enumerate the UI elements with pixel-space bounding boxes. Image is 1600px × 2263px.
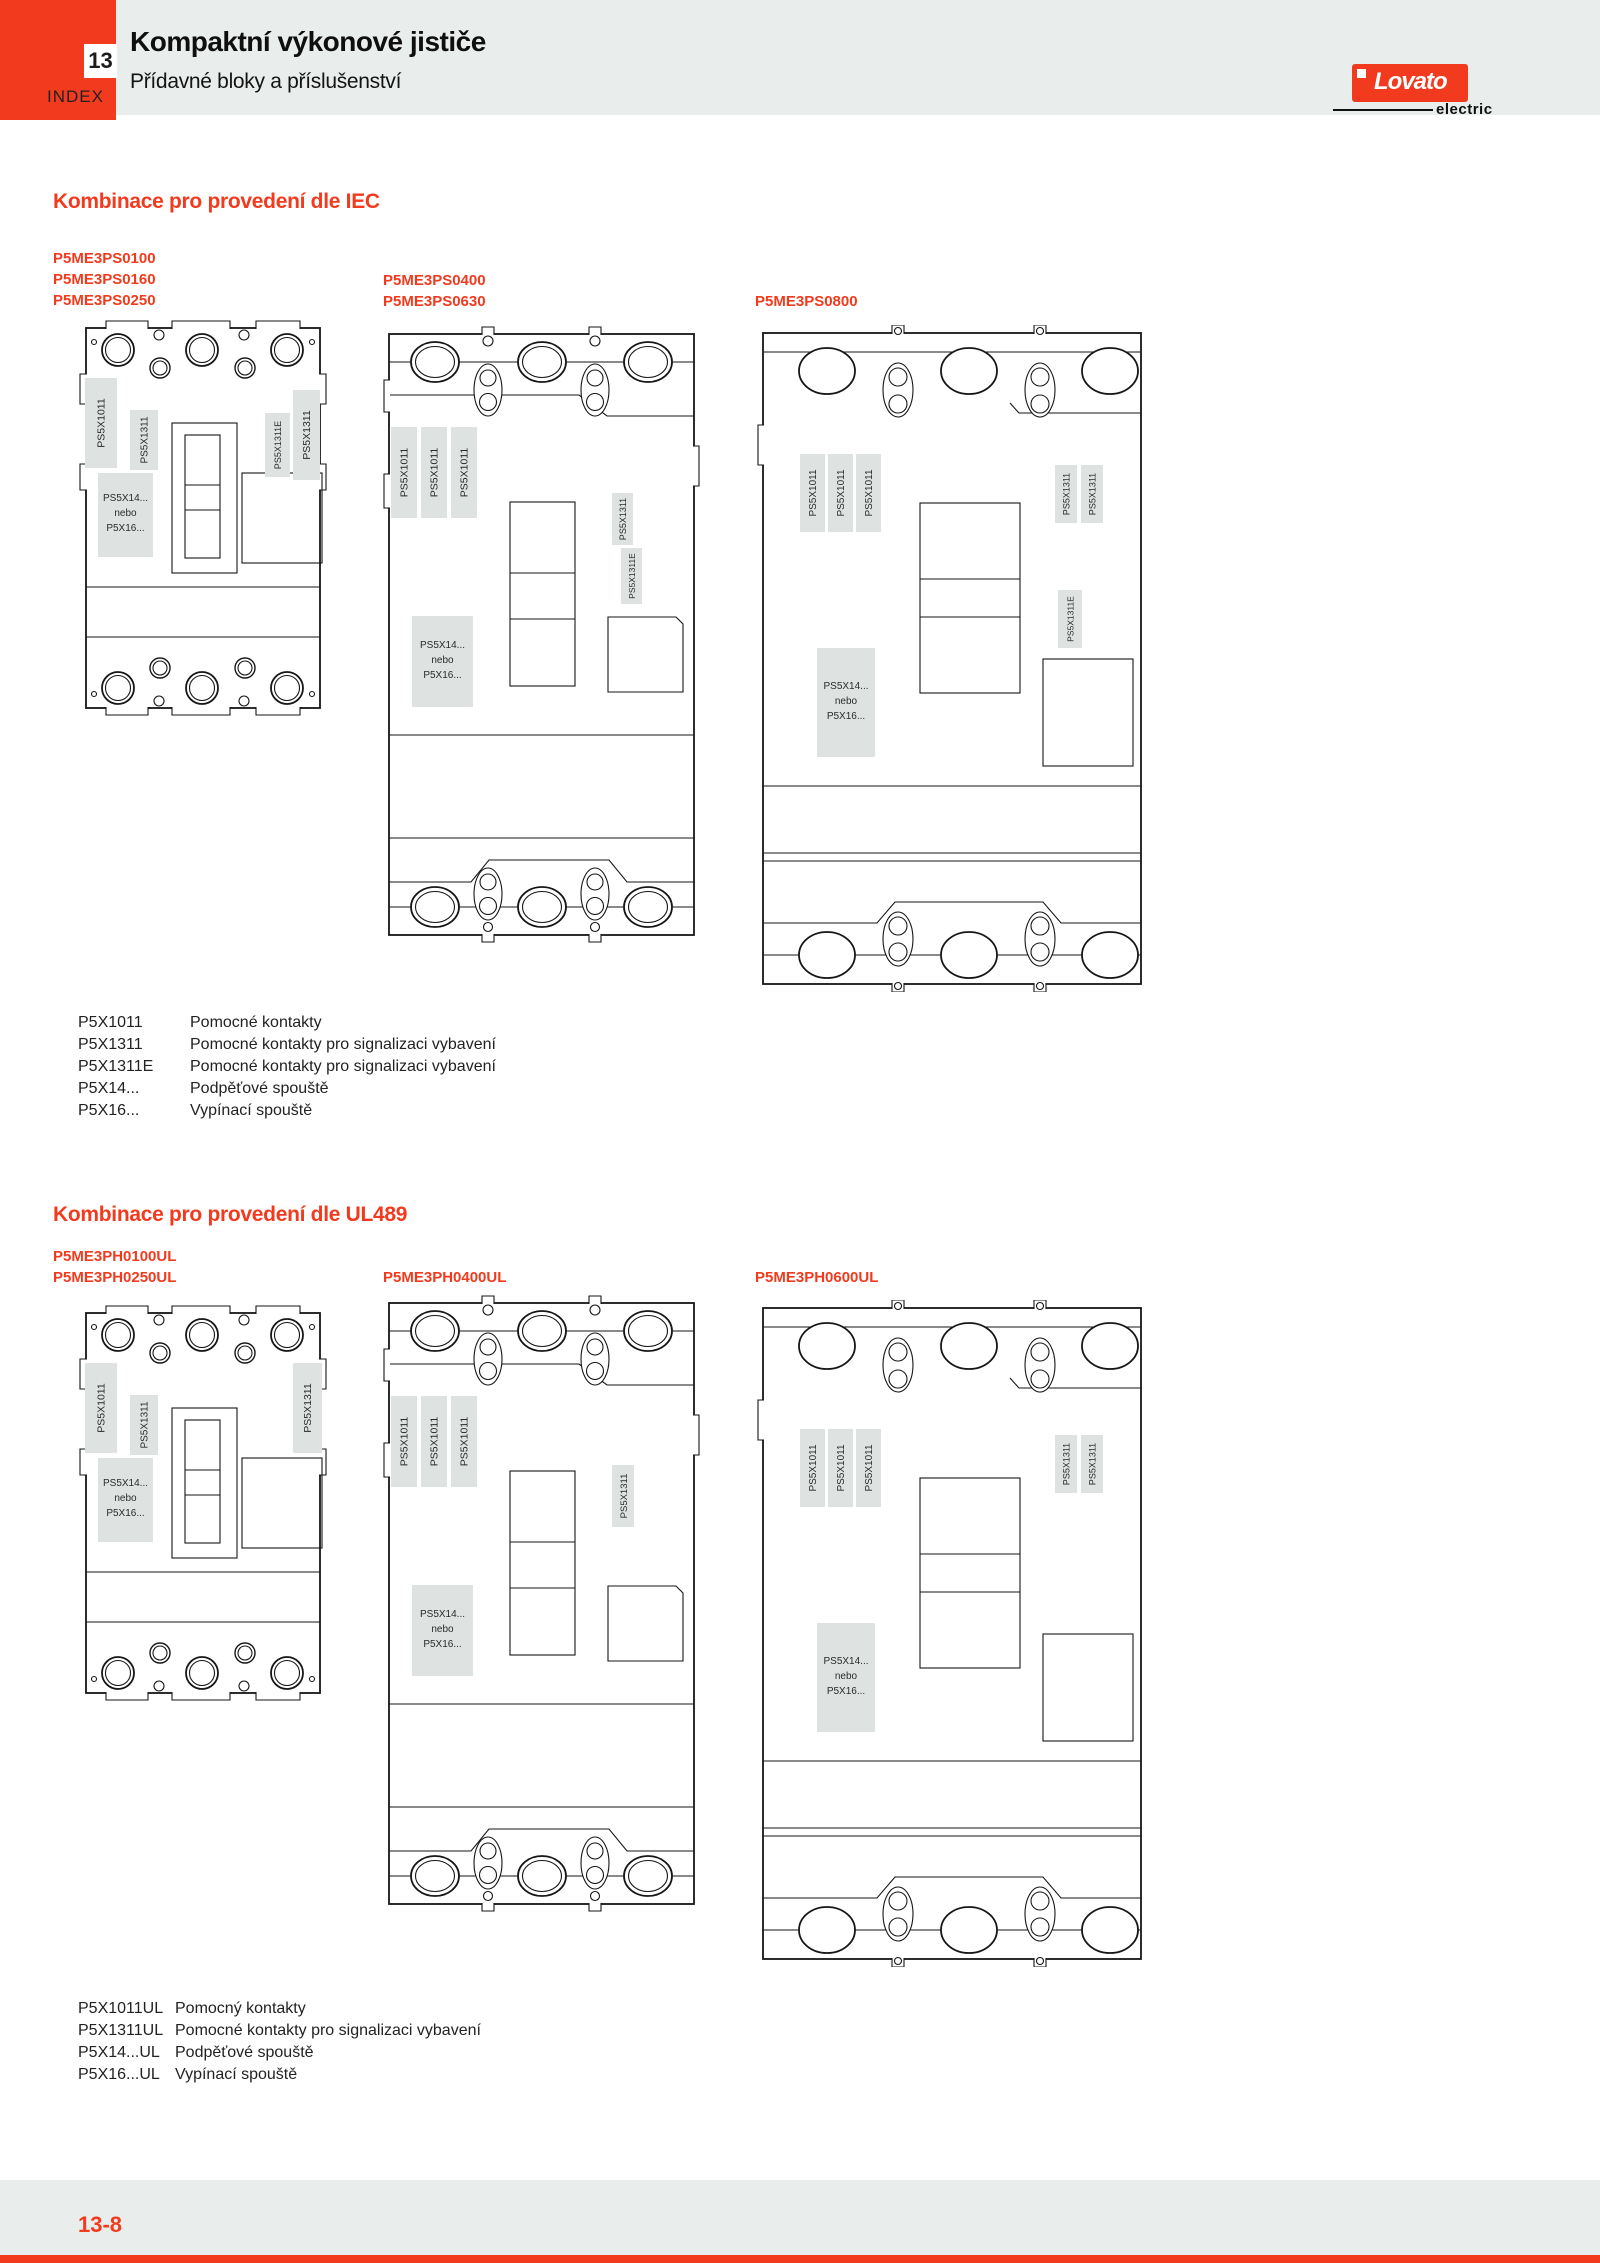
legend-desc: Podpěťové spouště [175, 2044, 314, 2061]
page-number: 13-8 [78, 2212, 123, 2237]
block-labels [800, 1429, 1103, 1732]
block-label-trip: P5X16... [423, 1639, 462, 1650]
bottom-accent-bar [0, 2255, 1600, 2263]
page-title: Kompaktní výkonové jističe [130, 26, 486, 57]
legend-code: P5X1011UL [78, 2000, 164, 2017]
legend-desc: Vypínací spouště [190, 1102, 313, 1119]
model-line: P5ME3PH0100UL [53, 1248, 177, 1265]
block-label-aux: PS5X1011 [836, 469, 847, 517]
legend-row [78, 1034, 496, 1056]
breaker-diagram-ul-large [757, 1300, 1147, 1967]
model-line: P5ME3PH0600UL [755, 1269, 879, 1286]
block-labels [85, 1363, 322, 1542]
block-label-aux: PS5X1011 [458, 447, 471, 498]
block-label-aux: PS5X1011 [428, 447, 441, 498]
block-label-aux: PS5X1011 [836, 1444, 847, 1492]
block-label-aux: PS5X1011 [808, 469, 819, 517]
lovato-logo-mark [1357, 69, 1366, 78]
block-label-trip: PS5X14... [823, 1656, 869, 1667]
block-label-sig: PS5X1311 [1061, 472, 1072, 516]
legend-row [78, 1056, 496, 1078]
block-label-trip: PS5X14... [102, 493, 149, 504]
logo-sub: electric [1436, 101, 1493, 118]
legend-desc: Pomocné kontakty pro signalizaci vybavení [190, 1036, 496, 1053]
breaker-diagram-ul-small [78, 1303, 328, 1703]
block-label-sig: PS5X1311 [139, 416, 151, 464]
model-list-iec-2 [383, 270, 486, 312]
block-label-trip: nebo [114, 1493, 137, 1504]
legend-row [78, 1012, 496, 1034]
block-label-aux: PS5X1011 [458, 1416, 471, 1467]
block-label-sig-e: PS5X1311E [1065, 596, 1076, 642]
breaker-diagram-ul-medium [383, 1295, 700, 1912]
legend-desc: Pomocné kontakty [190, 1014, 322, 1031]
block-label-aux: PS5X1011 [95, 1383, 108, 1433]
legend-code: P5X1011 [78, 1014, 143, 1031]
block-label-aux: PS5X1011 [428, 1416, 441, 1467]
chapter-number-box [84, 44, 117, 78]
page-subtitle: Přídavné bloky a příslušenství [130, 70, 402, 93]
legend-code: P5X1311 [78, 1036, 143, 1053]
block-label-trip: nebo [114, 508, 137, 519]
model-line: P5ME3PS0160 [53, 271, 156, 288]
model-list-ul-3 [755, 1267, 878, 1288]
block-label-sig2: PS5X1311 [301, 410, 313, 460]
legend-row [78, 2020, 481, 2042]
legend-iec [78, 1012, 496, 1122]
block-label-trip: PS5X14... [823, 681, 869, 692]
block-labels [391, 427, 642, 707]
breaker-diagram-iec-small [78, 318, 328, 718]
legend-desc: Pomocný kontakty [175, 2000, 306, 2017]
legend-desc: Pomocné kontakty pro signalizaci vybavení [190, 1058, 496, 1075]
model-line: P5ME3PS0400 [383, 272, 486, 289]
block-label-trip: P5X16... [106, 1508, 145, 1519]
legend-row [78, 1998, 481, 2020]
model-line: P5ME3PS0630 [383, 293, 486, 310]
legend-row [78, 2042, 481, 2064]
lovato-logo [1352, 64, 1468, 102]
block-label-aux: PS5X1011 [864, 1444, 875, 1492]
legend-row [78, 2064, 481, 2086]
section-heading-ul489: Kombinace pro provedení dle UL489 [53, 1203, 408, 1226]
model-list-iec-1 [53, 248, 156, 311]
block-label-sig: PS5X1311 [619, 1473, 630, 1519]
breaker-diagram-iec-large [757, 325, 1147, 992]
chapter-number: 13 [88, 48, 113, 73]
legend-row [78, 1100, 496, 1122]
block-label-trip: nebo [431, 655, 454, 666]
block-label-trip: nebo [834, 696, 858, 707]
block-label-trip: PS5X14... [102, 1478, 149, 1489]
model-list-ul-2 [383, 1267, 506, 1288]
legend-code: P5X14... [78, 1080, 140, 1097]
legend-desc: Podpěťové spouště [190, 1080, 329, 1097]
block-label-trip: P5X16... [826, 711, 866, 722]
block-labels [800, 454, 1103, 757]
model-list-iec-3 [755, 291, 858, 312]
block-label-sig: PS5X1311 [1087, 472, 1098, 516]
block-labels [391, 1396, 634, 1676]
model-line: P5ME3PS0100 [53, 250, 156, 267]
block-label-aux: PS5X1011 [398, 1416, 411, 1467]
block-label-aux: PS5X1011 [808, 1444, 819, 1492]
block-label-aux: PS5X1011 [95, 398, 108, 448]
logo-brand: Lovato [1374, 68, 1447, 95]
block-label-sig: PS5X1311 [1087, 1442, 1098, 1486]
model-line: P5ME3PS0800 [755, 293, 858, 310]
breaker-diagram-iec-medium [383, 326, 700, 943]
block-label-trip: nebo [834, 1671, 858, 1682]
legend-desc: Pomocné kontakty pro signalizaci vybavení [175, 2022, 481, 2039]
legend-desc: Vypínací spouště [175, 2066, 298, 2083]
block-label-aux: PS5X1011 [864, 469, 875, 517]
block-label-sig: PS5X1311 [618, 497, 628, 541]
block-label-trip: P5X16... [106, 523, 145, 534]
legend-ul489 [78, 1998, 481, 2086]
block-label-sig-e: PS5X1311E [627, 553, 637, 599]
legend-row [78, 1078, 496, 1100]
block-label-trip: P5X16... [423, 670, 462, 681]
block-label-sig: PS5X1311 [1061, 1442, 1072, 1486]
legend-code: P5X1311UL [78, 2022, 164, 2039]
block-label-aux: PS5X1011 [398, 447, 411, 498]
model-line: P5ME3PH0400UL [383, 1269, 507, 1286]
logo-underline [1333, 109, 1433, 111]
block-label-sig2: PS5X1311 [302, 1383, 314, 1433]
legend-code: P5X14...UL [78, 2044, 160, 2061]
block-label-trip: PS5X14... [419, 1609, 466, 1620]
legend-code: P5X16...UL [78, 2066, 160, 2083]
model-line: P5ME3PH0250UL [53, 1269, 177, 1286]
legend-code: P5X16... [78, 1102, 140, 1119]
block-labels [85, 378, 320, 557]
block-label-trip: nebo [431, 1624, 454, 1635]
model-line: P5ME3PS0250 [53, 292, 156, 309]
section-heading-iec: Kombinace pro provedení dle IEC [53, 190, 380, 213]
block-label-trip: P5X16... [826, 1686, 866, 1697]
block-label-trip: PS5X14... [419, 640, 466, 651]
block-label-sig-e: PS5X1311E [273, 420, 283, 470]
index-label: INDEX [47, 87, 104, 106]
footer-band [0, 2180, 1600, 2263]
legend-code: P5X1311E [78, 1058, 154, 1075]
model-list-ul-1 [53, 1246, 176, 1288]
block-label-sig: PS5X1311 [139, 1401, 151, 1449]
